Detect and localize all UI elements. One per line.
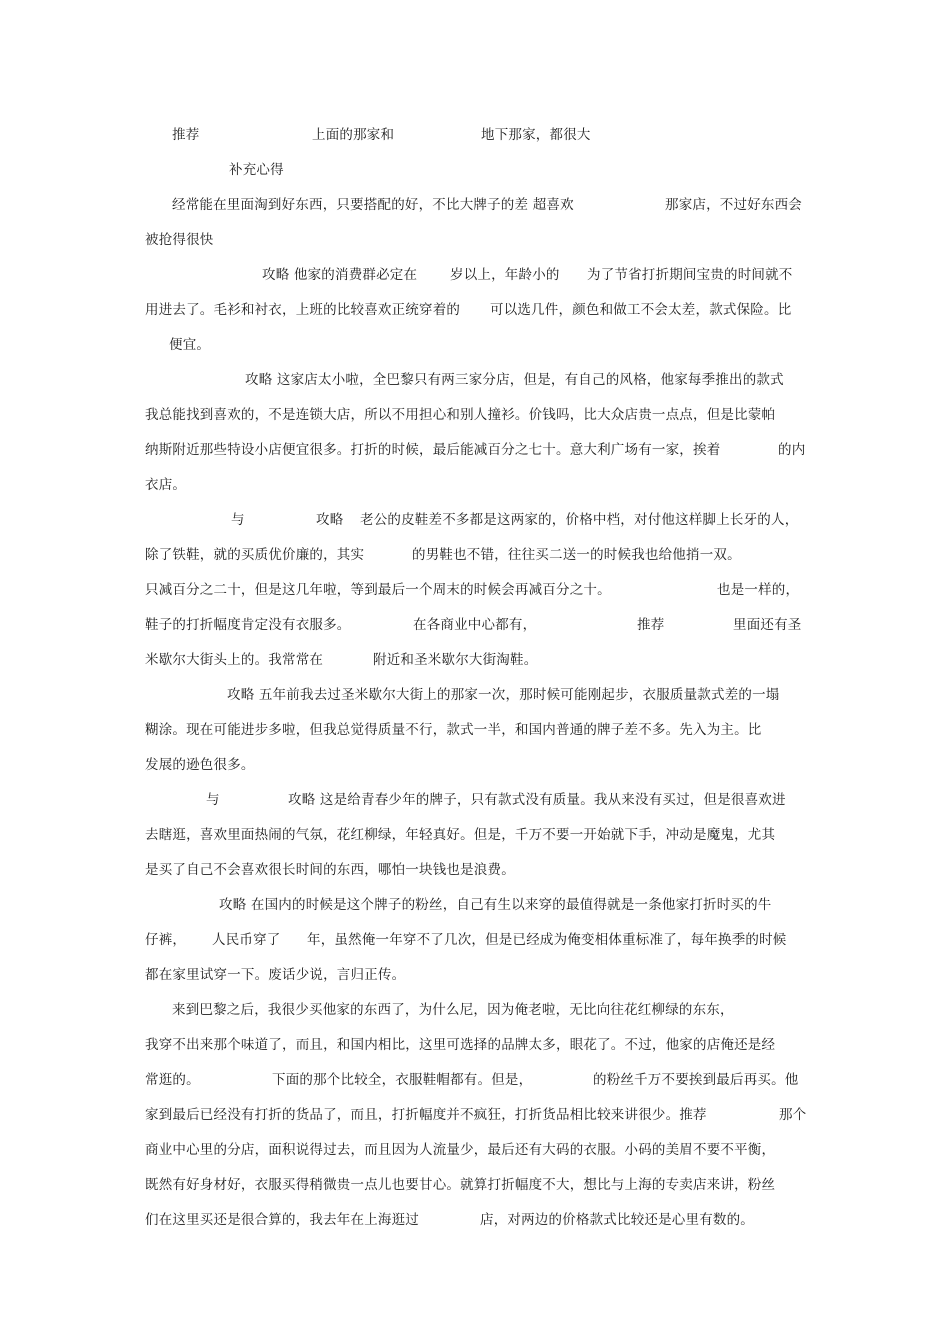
text-line: 那个 [779, 1107, 807, 1123]
text-line: 下面的那个比较全，衣服鞋帽都有。但是， [272, 1072, 533, 1088]
text-line: 的内 [778, 442, 806, 458]
text-line: 都在家里试穿一下。废话少说，言归正传。 [145, 967, 406, 983]
text-line: 推荐 [637, 617, 665, 633]
text-line: 的男鞋也不错，往往买二送一的时候我也给他捎一双。 [412, 547, 741, 563]
text-line: 攻略 在国内的时候是这个牌子的粉丝，自己有生以来穿的最值得就是一条他家打折时买的牛 [219, 897, 772, 913]
text-line: 们在这里买还是很合算的，我去年在上海逛过 [145, 1212, 419, 1228]
text-line: 可以选几件，颜色和做工不会太差，款式保险。比 [490, 302, 792, 318]
text-line: 岁以上，年龄小的 [450, 267, 560, 283]
text-line: 常逛的。 [145, 1072, 200, 1088]
text-line: 商业中心里的分店，面积说得过去，而且因为人流量少，最后还有大码的衣服。小码的美眉不要不平衡， [145, 1142, 776, 1158]
text-line: 人民币穿了 [212, 932, 281, 948]
text-line: 是买了自己不会喜欢很长时间的东西，哪怕一块钱也是浪费。 [145, 862, 515, 878]
text-line: 家到最后已经没有打折的货品了，而且，打折幅度并不疯狂，打折货品相比较来讲很少。推荐 [145, 1107, 707, 1123]
text-line: 便宜。 [169, 337, 211, 353]
text-line: 攻略 这家店太小啦，全巴黎只有两三家分店，但是，有自己的风格，他家每季推出的款式 [245, 372, 784, 388]
text-line: 年，虽然俺一年穿不了几次，但是已经成为俺变相体重标准了，每年换季的时候 [307, 932, 787, 948]
text-line: 也是一样的， [717, 582, 800, 598]
text-line: 附近和圣米歇尔大街淘鞋。 [373, 652, 538, 668]
text-line: 推荐 [172, 127, 200, 143]
text-line: 攻略 他家的消费群必定在 [262, 267, 418, 283]
text-line: 去瞎逛，喜欢里面热闹的气氛，花红柳绿，年轻真好。但是，千万不要一开始就下手，冲动是魔鬼，尤其 [145, 827, 776, 843]
text-line: 上面的那家和 [312, 127, 395, 143]
text-line: 经常能在里面淘到好东西，只要搭配的好，不比大牌子的差 超喜欢 [172, 197, 574, 213]
text-line: 老公的皮鞋差不多都是这两家的，价格中档，对付他这样脚上长牙的人， [360, 512, 799, 528]
text-line: 我总能找到喜欢的，不是连锁大店，所以不用担心和别人撞衫。价钱吗，比大众店贵一点点，但是比蒙帕 [145, 407, 776, 423]
text-line: 米歇尔大街头上的。我常常在 [145, 652, 324, 668]
text-line: 既然有好身材好，衣服买得稍微贵一点儿也要甘心。就算打折幅度不大，想比与上海的专卖店来讲，粉丝 [145, 1177, 776, 1193]
text-line: 在各商业中心都有， [413, 617, 537, 633]
text-line: 与 [231, 512, 245, 528]
text-line: 来到巴黎之后，我很少买他家的东西了，为什么尼，因为俺老啦，无比向往花红柳绿的东东， [172, 1002, 734, 1018]
text-line: 为了节省打折期间宝贵的时间就不 [587, 267, 793, 283]
text-line: 攻略 五年前我去过圣米歇尔大街上的那家一次，那时候可能刚起步，衣服质量款式差的一塌 [227, 687, 780, 703]
text-line: 仔裤， [145, 932, 187, 948]
text-line: 那家店，不过好东西会 [665, 197, 802, 213]
text-line: 店，对两边的价格款式比较还是心里有数的。 [480, 1212, 754, 1228]
text-line: 的粉丝千万不要挨到最后再买。他 [593, 1072, 799, 1088]
text-line: 攻略 [316, 512, 344, 528]
text-line: 发展的逊色很多。 [145, 757, 255, 773]
text-line: 衣店。 [145, 477, 187, 493]
text-line: 用进去了。毛衫和衬衣，上班的比较喜欢正统穿着的 [145, 302, 461, 318]
text-line: 补充心得 [229, 162, 284, 178]
text-line: 里面还有圣 [733, 617, 802, 633]
text-line: 纳斯附近那些特设小店便宜很多。打折的时候，最后能减百分之七十。意大利广场有一家，挨着 [145, 442, 721, 458]
text-line: 除了铁鞋，就的买质优价廉的，其实 [145, 547, 365, 563]
text-line: 鞋子的打折幅度肯定没有衣服多。 [145, 617, 351, 633]
text-line: 被抢得很快 [145, 232, 214, 248]
text-line: 地下那家，都很大 [481, 127, 591, 143]
text-line: 只减百分之二十，但是这几年啦，等到最后一个周末的时候会再减百分之十。 [145, 582, 611, 598]
text-line: 与 [206, 792, 220, 808]
text-line: 糊涂。现在可能进步多啦，但我总觉得质量不行，款式一半，和国内普通的牌子差不多。先入为主。比 [145, 722, 762, 738]
text-line: 我穿不出来那个味道了，而且，和国内相比，这里可选择的品牌太多，眼花了。不过，他家的店俺还是经 [145, 1037, 776, 1053]
text-line: 攻略 这是给青春少年的牌子，只有款式没有质量。我从来没有买过，但是很喜欢进 [288, 792, 786, 808]
